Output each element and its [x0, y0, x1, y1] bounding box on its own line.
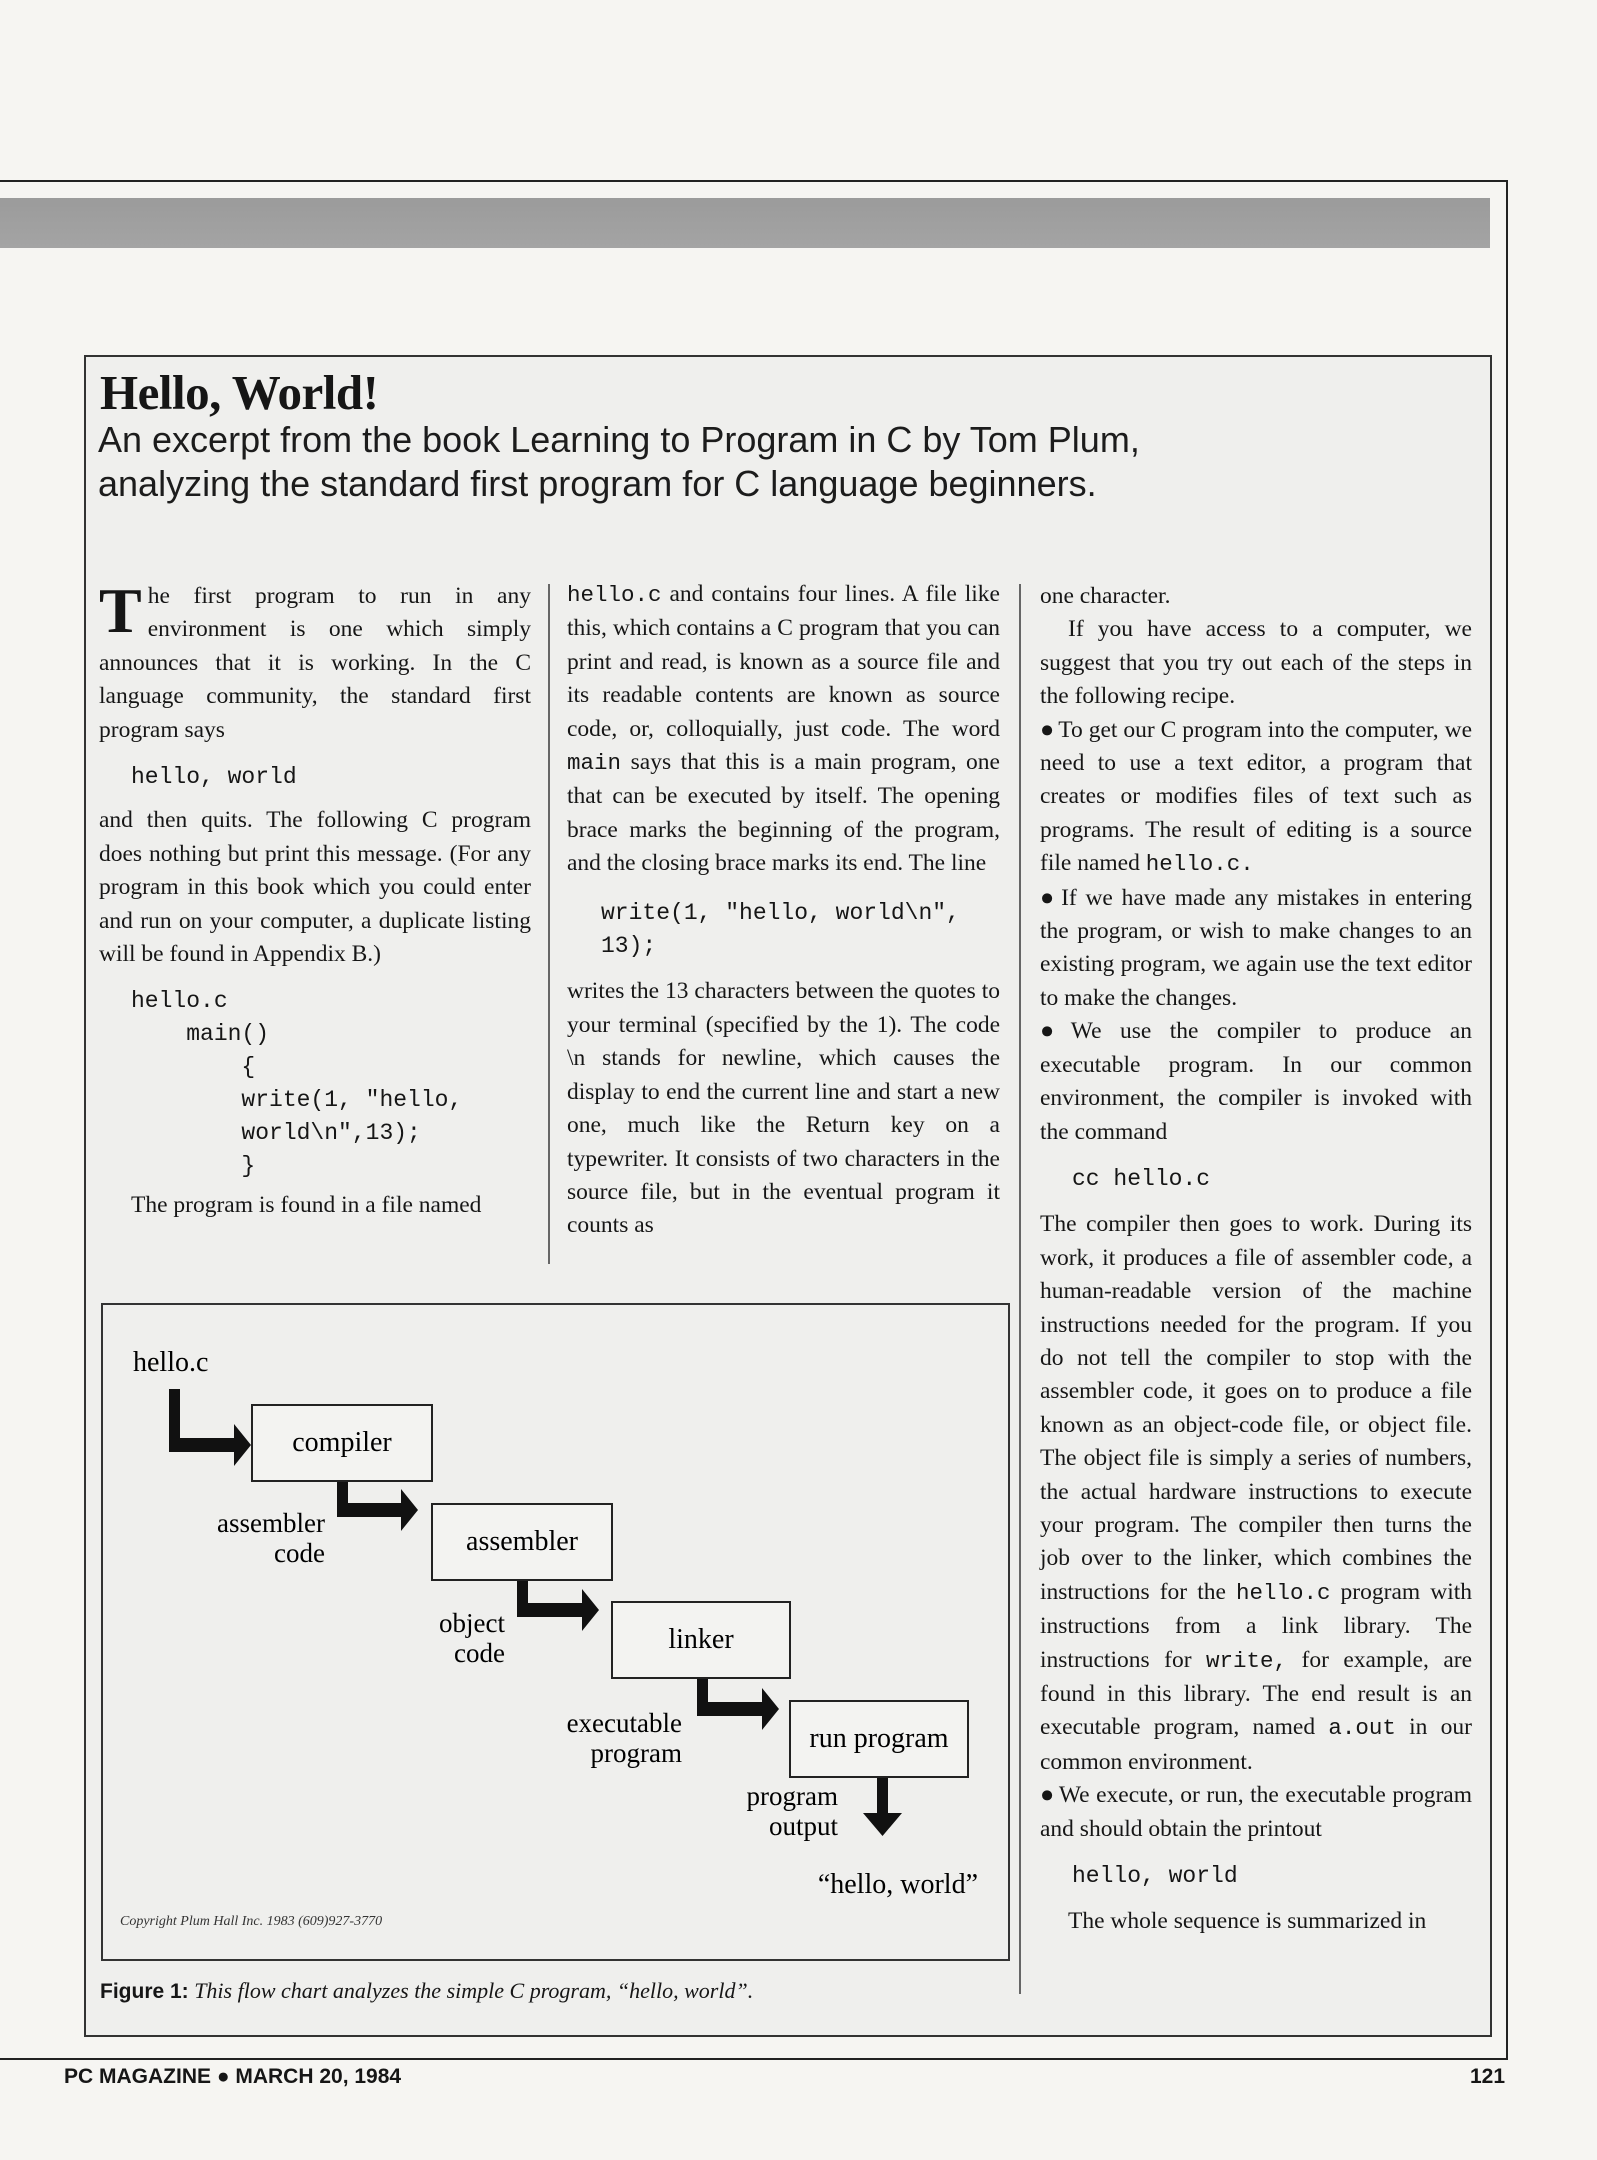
column-2 [567, 578, 1000, 1243]
paragraph: writes the 13 characters between the quotes to your terminal (specified by the 1). The code \n stands for newline, which causes the display to end the current line and start a new one, much like the Return key on a typewriter. It consists of two characters in the source file, but in the eventual program it counts as [567, 978, 1000, 1239]
svg-text:code: code [454, 1638, 505, 1668]
svg-text:output: output [768, 1811, 838, 1841]
flow-result: “hello, world” [817, 1869, 978, 1900]
flow-label-program-output: program [746, 1781, 838, 1811]
footer-publication: PC MAGAZINE ● MARCH 20, 1984 [64, 2065, 402, 2088]
code-listing-hello-c: hello.c main() { write(1, "hello, world\n",13); } [131, 988, 463, 1180]
flow-label-executable-program: executable [566, 1708, 682, 1738]
drop-cap: T [99, 575, 142, 646]
bullet-item: ● We use the compiler to produce an executable program. In our common environment, the compiler is invoked with the command [1040, 1018, 1472, 1145]
page-number: 121 [1470, 2065, 1506, 2088]
paragraph: and then quits. The following C program does nothing but print this message. (For any program in this book which you could enter and run on your computer, a duplicate listing will be found in Appendix B.) [99, 807, 531, 968]
figure-copyright: Copyright Plum Hall Inc. 1983 (609)927-3770 [120, 1914, 383, 1929]
flow-chart [101, 1303, 1010, 1961]
arrow-icon [863, 1773, 902, 1836]
paragraph: hello.c and contains four lines. A file like this, which contains a C program that you can print and read, is known as a source file and its readable contents are known as source code, or, colloquially, just code. The word main says that this is a main program, one that can be executed by itself. The opening brace marks the beginning of the program, and the closing brace marks its end. The line [567, 581, 1000, 877]
arrow-icon [169, 1389, 251, 1466]
article-title: Hello, World! [100, 365, 379, 420]
box-label-linker: linker [668, 1624, 734, 1655]
paragraph: If you have access to a computer, we suggest that you try out each of the steps in the following recipe. [1040, 616, 1472, 710]
svg-text:program: program [590, 1738, 682, 1768]
code-write-call: write(1, "hello, world\n", 13); [601, 899, 960, 960]
paragraph: The program is found in a file named [131, 1192, 482, 1219]
code-output: hello, world [1072, 1863, 1238, 1890]
box-label-compiler: compiler [292, 1427, 392, 1458]
article-subtitle: An excerpt from the book Learning to Program in C by Tom Plum, analyzing the standard first program for C language beginners. [98, 419, 1140, 504]
figure-caption: Figure 1: This flow chart analyzes the simple C program, “hello, world”. [100, 1978, 754, 2003]
paragraph: one character. [1040, 583, 1171, 609]
flow-label-input: hello.c [133, 1347, 209, 1378]
code-command: cc hello.c [1072, 1165, 1211, 1192]
paragraph: The compiler then goes to work. During its work, it produces a file of assembler code, a human-readable version of the machine instructions needed for the program. If you do not tell the compiler to stop with the assembler code, it goes on to produce a file known as an object-code file, or object file. The object file is simply a series of numbers, the actual hardware instructions to execute your program. The compiler then turns the job over to the linker, which combines the instructions for the hello.c program with instructions from a link library. The instructions for write, for example, are found in this library. The end result is an executable program, named a.out in our common environment. [1040, 1211, 1472, 1775]
bullet-item: ● We execute, or run, the executable program and should obtain the printout [1040, 1782, 1472, 1842]
column-1 [99, 575, 531, 1223]
column-rule [1019, 584, 1021, 1994]
column-rule [548, 584, 550, 1264]
header-band [0, 198, 1490, 248]
paragraph: The whole sequence is summarized in [1068, 1908, 1427, 1935]
bullet-item: ● If we have made any mistakes in entering the program, or wish to make changes to an existing program, we again use the text editor to make the changes. [1040, 884, 1472, 1011]
bullet-item: ● To get our C program into the computer, we need to use a text editor, a program that creates or modifies files of text such as programs. The result of editing is a source file named hello.c. [1040, 716, 1472, 878]
svg-text:code: code [274, 1538, 325, 1568]
flow-label-object-code: object [439, 1608, 505, 1638]
code-hello-world: hello, world [131, 764, 297, 791]
box-label-assembler: assembler [466, 1526, 578, 1557]
intro-paragraph: The first program to run in any environment is one which simply announces that it is working. In the C language community, the standard first program says [99, 575, 531, 743]
box-label-run-program: run program [809, 1723, 949, 1754]
flow-label-assembler-code: assembler [217, 1508, 325, 1538]
column-3 [1040, 580, 1472, 1939]
